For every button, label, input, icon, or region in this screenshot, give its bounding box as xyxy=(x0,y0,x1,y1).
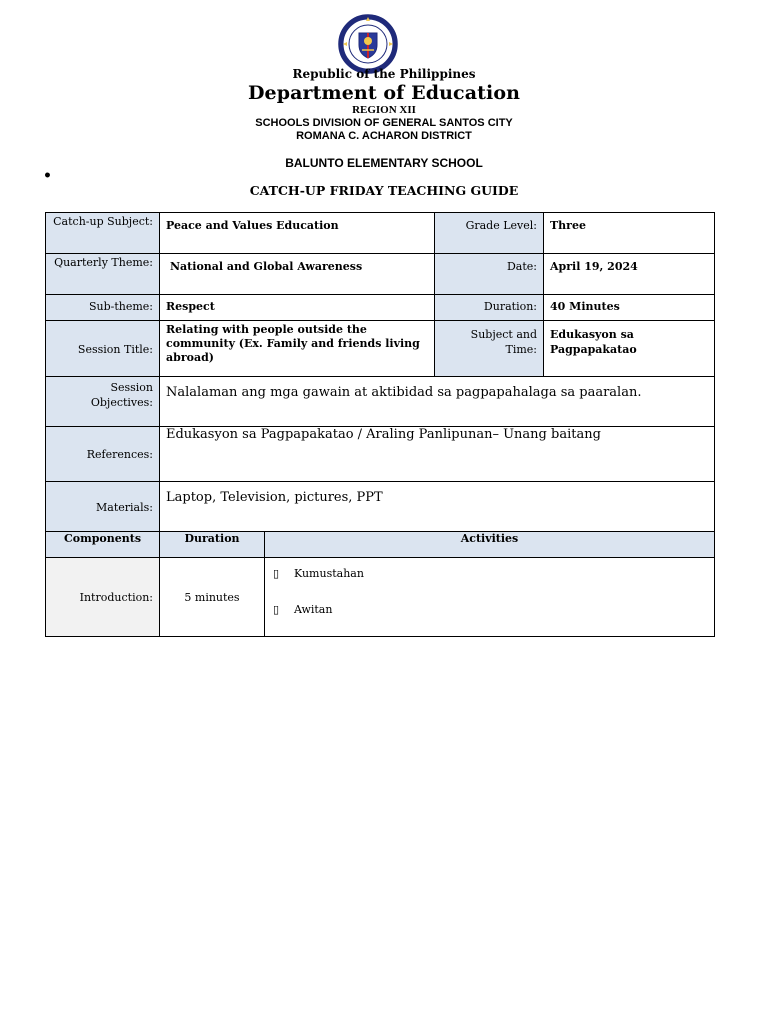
session-title-value: Relating with people outside the community (Ex. Family and friends living abroad) xyxy=(160,321,435,377)
school-name: BALUNTO ELEMENTARY SCHOOL xyxy=(285,156,483,170)
subject-label: Catch-up Subject: xyxy=(46,213,160,254)
table-row xyxy=(46,482,715,532)
session-title-label: Session Title: xyxy=(46,321,160,377)
region-heading: REGION XII xyxy=(352,104,416,116)
objectives-label: Session Objectives: xyxy=(46,377,160,427)
duration-label: Duration: xyxy=(435,295,544,321)
introduction-label: Introduction: xyxy=(46,558,160,637)
table-row xyxy=(46,377,715,427)
teaching-guide-table xyxy=(45,212,715,637)
date-value: April 19, 2024 xyxy=(544,254,715,295)
subject-time-label: Subject and Time: xyxy=(435,321,544,377)
grade-label: Grade Level: xyxy=(435,213,544,254)
duration-header: Duration xyxy=(160,532,265,558)
list-item xyxy=(273,600,708,618)
table-row xyxy=(46,321,715,377)
district-heading: ROMANA C. ACHARON DISTRICT xyxy=(296,130,472,142)
table-row xyxy=(46,213,715,254)
activity-text: Kumustahan xyxy=(294,566,364,580)
subtheme-value: Respect xyxy=(160,295,435,321)
components-header: Components xyxy=(46,532,160,558)
republic-heading: Republic of the Philippines xyxy=(292,67,476,81)
theme-value: National and Global Awareness xyxy=(160,254,435,295)
references-value: Edukasyon sa Pagpapakatao / Araling Panlipunan– Unang baitang xyxy=(160,427,715,482)
theme-label: Quarterly Theme: xyxy=(46,254,160,295)
division-heading: SCHOOLS DIVISION OF GENERAL SANTOS CITY xyxy=(255,117,513,129)
activities-header: Activities xyxy=(265,532,715,558)
activity-text: Awitan xyxy=(294,602,333,616)
date-label: Date: xyxy=(435,254,544,295)
table-row xyxy=(46,558,715,637)
subject-time-value: Edukasyon sa Pagpapakatao xyxy=(544,321,715,377)
duration-value: 40 Minutes xyxy=(544,295,715,321)
table-row xyxy=(46,254,715,295)
deped-seal-icon xyxy=(338,14,398,74)
stray-dot: • xyxy=(43,168,52,184)
objectives-value: Nalalaman ang mga gawain at aktibidad sa pagpapahalaga sa paaralan. xyxy=(160,377,715,427)
introduction-activities xyxy=(265,558,715,637)
introduction-duration: 5 minutes xyxy=(160,558,265,637)
materials-label: Materials: xyxy=(46,482,160,532)
guide-title: CATCH-UP FRIDAY TEACHING GUIDE xyxy=(249,183,519,198)
list-item xyxy=(273,564,708,582)
table-row xyxy=(46,427,715,482)
grade-value: Three xyxy=(544,213,715,254)
subject-value: Peace and Values Education xyxy=(160,213,435,254)
department-heading: Department of Education xyxy=(247,82,521,104)
references-label: References: xyxy=(46,427,160,482)
missing-glyph-icon: ▯ xyxy=(273,566,280,580)
missing-glyph-icon: ▯ xyxy=(273,602,280,616)
subtheme-label: Sub-theme: xyxy=(46,295,160,321)
materials-value: Laptop, Television, pictures, PPT xyxy=(160,482,715,532)
table-row xyxy=(46,295,715,321)
table-row xyxy=(46,532,715,558)
